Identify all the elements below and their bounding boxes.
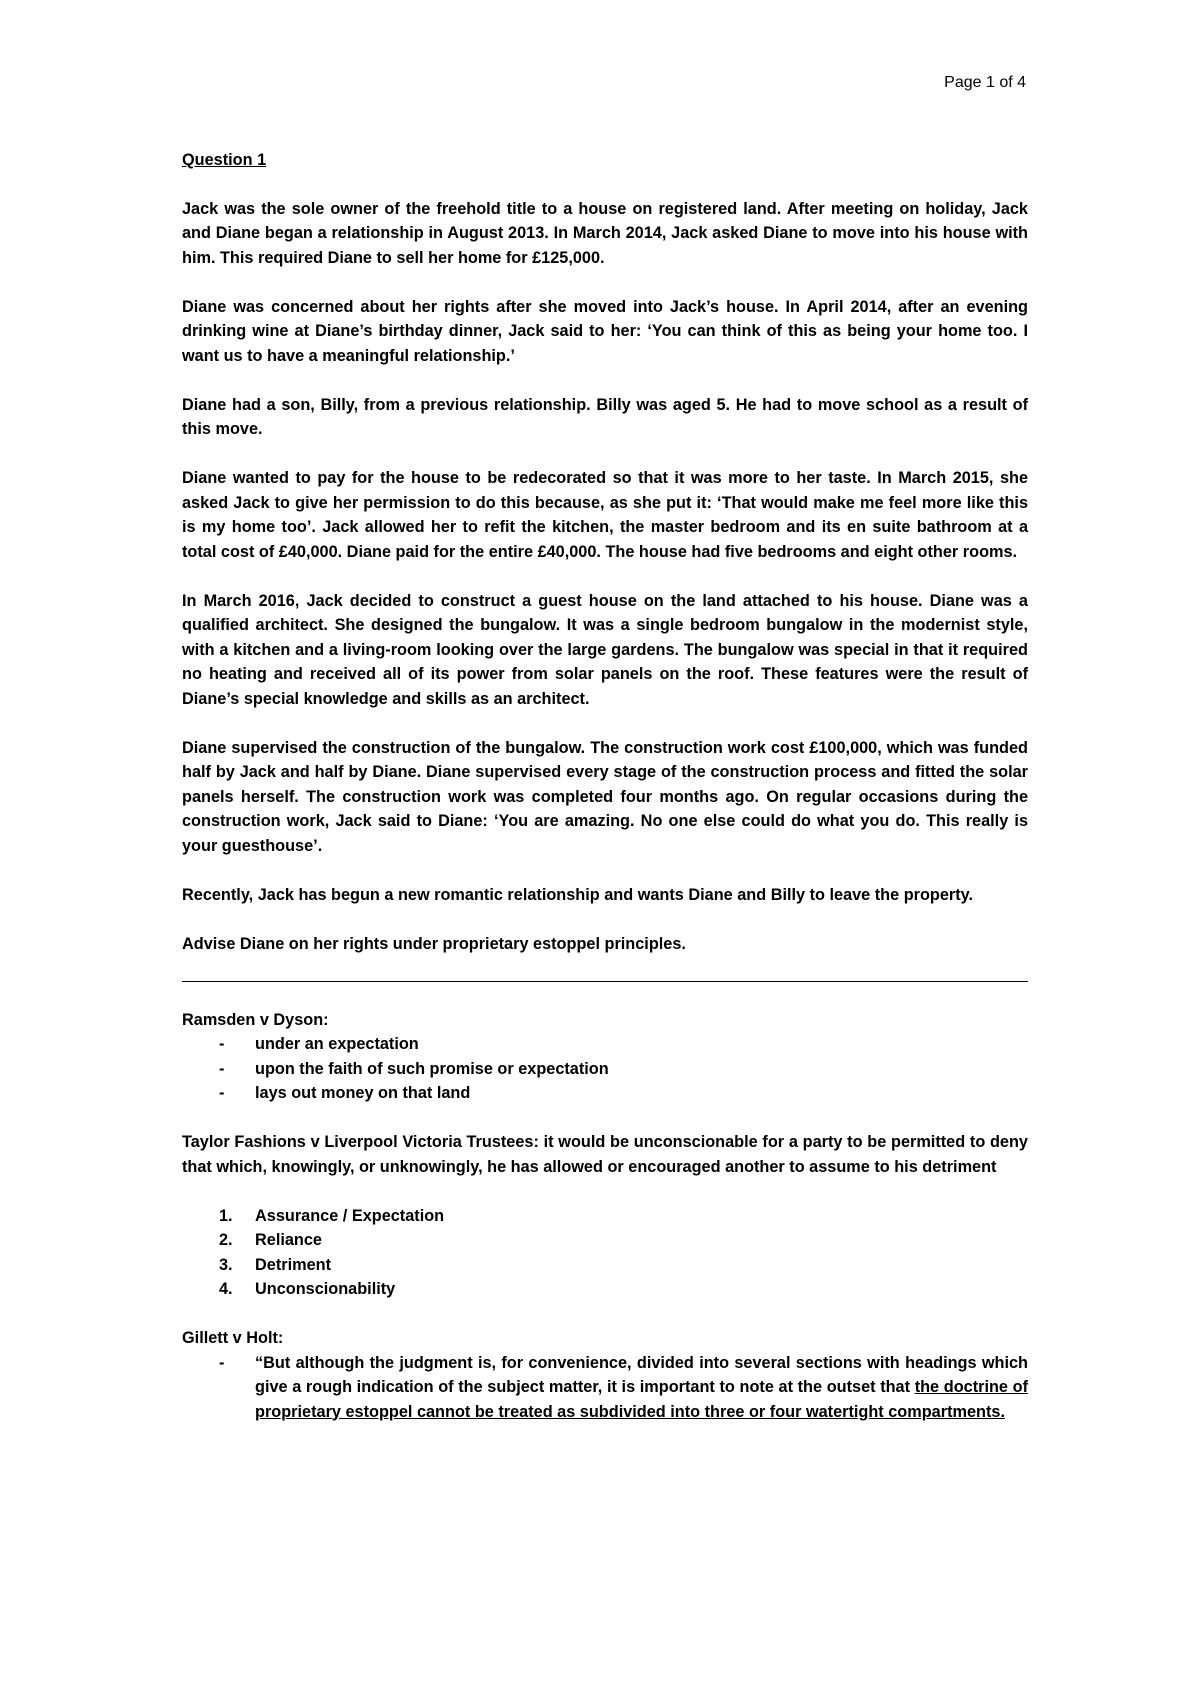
paragraph-2: Diane was concerned about her rights after she moved into Jack’s house. In April 2014, after an evening drinking wine at Diane’s birthday dinner, Jack said to her: ‘You can think of this as being your home too. I want us to have a meaningful relationship.’ — [182, 297, 1028, 365]
paragraph-3: Diane had a son, Billy, from a previous relationship. Billy was aged 5. He had to move school as a result of this move. — [182, 395, 1028, 438]
list-item: - upon the faith of such promise or expectation — [182, 1057, 1028, 1082]
list-number: 4. — [219, 1280, 233, 1298]
list-label: Assurance / Expectation — [255, 1206, 445, 1225]
list-number: 2. — [219, 1231, 233, 1249]
gillett-quote-text: “But although the judgment is, for convenience, divided into several sections with headings which give a rough indication of the subject matter, it is important to note at the outset that — [255, 1353, 1028, 1396]
paragraph-8: Advise Diane on her rights under proprietary estoppel principles. — [182, 934, 686, 953]
section-divider — [182, 981, 1028, 982]
list-item — [182, 1253, 1028, 1278]
question-title: Question 1 — [182, 151, 267, 169]
gillett-heading: Gillett v Holt: — [182, 1329, 284, 1347]
list-number: 1. — [219, 1206, 233, 1225]
paragraph-1: Jack was the sole owner of the freehold title to a house on registered land. After meeting on holiday, Jack and Diane began a relationship in August 2013. In March 2014, Jack asked Diane to move into his house with him. This required Diane to sell her home for £125,000. — [182, 199, 1028, 267]
ramsden-list — [182, 1032, 1028, 1106]
list-item: - lays out money on that land — [182, 1081, 1028, 1106]
list-label: Unconscionability — [255, 1280, 396, 1298]
paragraph-5: In March 2016, Jack decided to construct a guest house on the land attached to his house. Diane was a qualified architect. She designed the bungalow. It was a single bedroom bungalow in the modernist style, with a kitchen and a living-room looking over the large gardens. The bungalow was special in that it required no heating and received all of its power from solar panels on the roof. These features were the result of Diane’s special knowledge and skills as an architect. — [182, 591, 1028, 708]
list-number: 3. — [219, 1255, 233, 1274]
list-item — [182, 1228, 1028, 1253]
elements-list — [182, 1204, 1028, 1302]
gillett-list — [182, 1351, 1028, 1425]
list-label: Detriment — [255, 1255, 331, 1274]
ramsden-heading: Ramsden v Dyson: — [182, 1010, 329, 1029]
list-item — [182, 1204, 1028, 1229]
paragraph-7: Recently, Jack has begun a new romantic relationship and wants Diane and Billy to leave the property. — [182, 885, 974, 904]
list-item: - under an expectation — [182, 1032, 1028, 1057]
gillett-quote — [182, 1351, 1028, 1425]
list-item — [182, 1277, 1028, 1302]
document-body — [182, 148, 1028, 1449]
paragraph-4: Diane wanted to pay for the house to be redecorated so that it was more to her taste. In March 2015, she asked Jack to give her permission to do this because, as she put it: ‘That would make me feel more like this is my home too’. Jack allowed her to refit the kitchen, the master bedroom and its en suite bathroom at a total cost of £40,000. Diane paid for the entire £40,000. The house had five bedrooms and eight other rooms. — [182, 469, 1028, 561]
taylor-fashions-paragraph: Taylor Fashions v Liverpool Victoria Trustees: it would be unconscionable for a party to be permitted to deny that which, knowingly, or unknowingly, he has allowed or encouraged another to assume to his detriment — [182, 1133, 1028, 1176]
page-number: Page 1 of 4 — [944, 74, 1026, 91]
list-label: Reliance — [255, 1231, 322, 1249]
gillett-quote-underlined: the doctrine of proprietary estoppel cannot be treated as subdivided into three or four watertight compartments. — [255, 1378, 1028, 1421]
paragraph-6: Diane supervised the construction of the bungalow. The construction work cost £100,000, which was funded half by Jack and half by Diane. Diane supervised every stage of the construction process and fitted the solar panels herself. The construction work was completed four months ago. On regular occasions during the construction work, Jack said to Diane: ‘You are amazing. No one else could do what you do. This really is your guesthouse’. — [182, 738, 1028, 855]
